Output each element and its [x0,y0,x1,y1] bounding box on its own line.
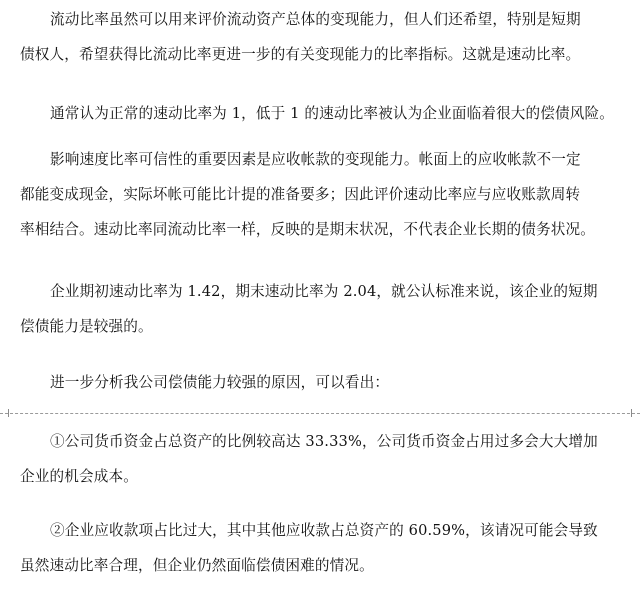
text-line: 影响速度比率可信性的重要因素是应收帐款的变现能力。帐面上的应收帐款不一定 [50,151,581,168]
page-break-rule [0,413,640,414]
text-line: 流动比率虽然可以用来评价流动资产总体的变现能力，但人们还希望，特别是短期 [50,11,581,28]
paragraph-receivables-factor [20,142,624,247]
text-line: 虽然速动比率合理，但企业仍然面临偿债困难的情况。 [20,557,374,574]
text-line: ①公司货币资金占总资产的比例较高达 33.33%，公司货币资金占用过多会大大增加 [50,433,598,450]
page-break-separator [0,409,640,419]
paragraph-further-analysis [20,365,624,400]
text-line: 债权人，希望获得比流动比率更进一步的有关变现能力的比率指标。这就是速动比率。 [20,46,581,63]
page-corner-mark [2,409,9,417]
text-line: 企业期初速动比率为 1.42，期末速动比率为 2.04，就公认标准来说，该企业的短期 [50,283,598,300]
text-line: 进一步分析我公司偿债能力较强的原因，可以看出： [50,374,390,391]
text-line: ②企业应收款项占比过大，其中其他应收款占总资产的 60.59%，该请况可能会导致 [50,522,598,539]
text-line: 都能变成现金，实际坏帐可能比计提的准备要多；因此评价速动比率应与应收账款周转 [20,186,581,203]
paragraph-point-two-receivables [20,513,624,583]
page-corner-mark [631,409,638,417]
text-line: 企业的机会成本。 [20,468,138,485]
text-line: 率相结合。速动比率同流动比率一样，反映的是期末状况，不代表企业长期的债务状况。 [20,221,596,238]
text-line: 偿债能力是较强的。 [20,318,153,335]
paragraph-point-one-cash [20,424,624,494]
paragraph-company-ratio [20,274,624,344]
paragraph-normal-ratio [20,96,624,131]
text-line: 通常认为正常的速动比率为 1，低于 1 的速动比率被认为企业面临着很大的偿债风险。 [50,105,615,122]
paragraph-quick-ratio-intro [20,2,624,72]
